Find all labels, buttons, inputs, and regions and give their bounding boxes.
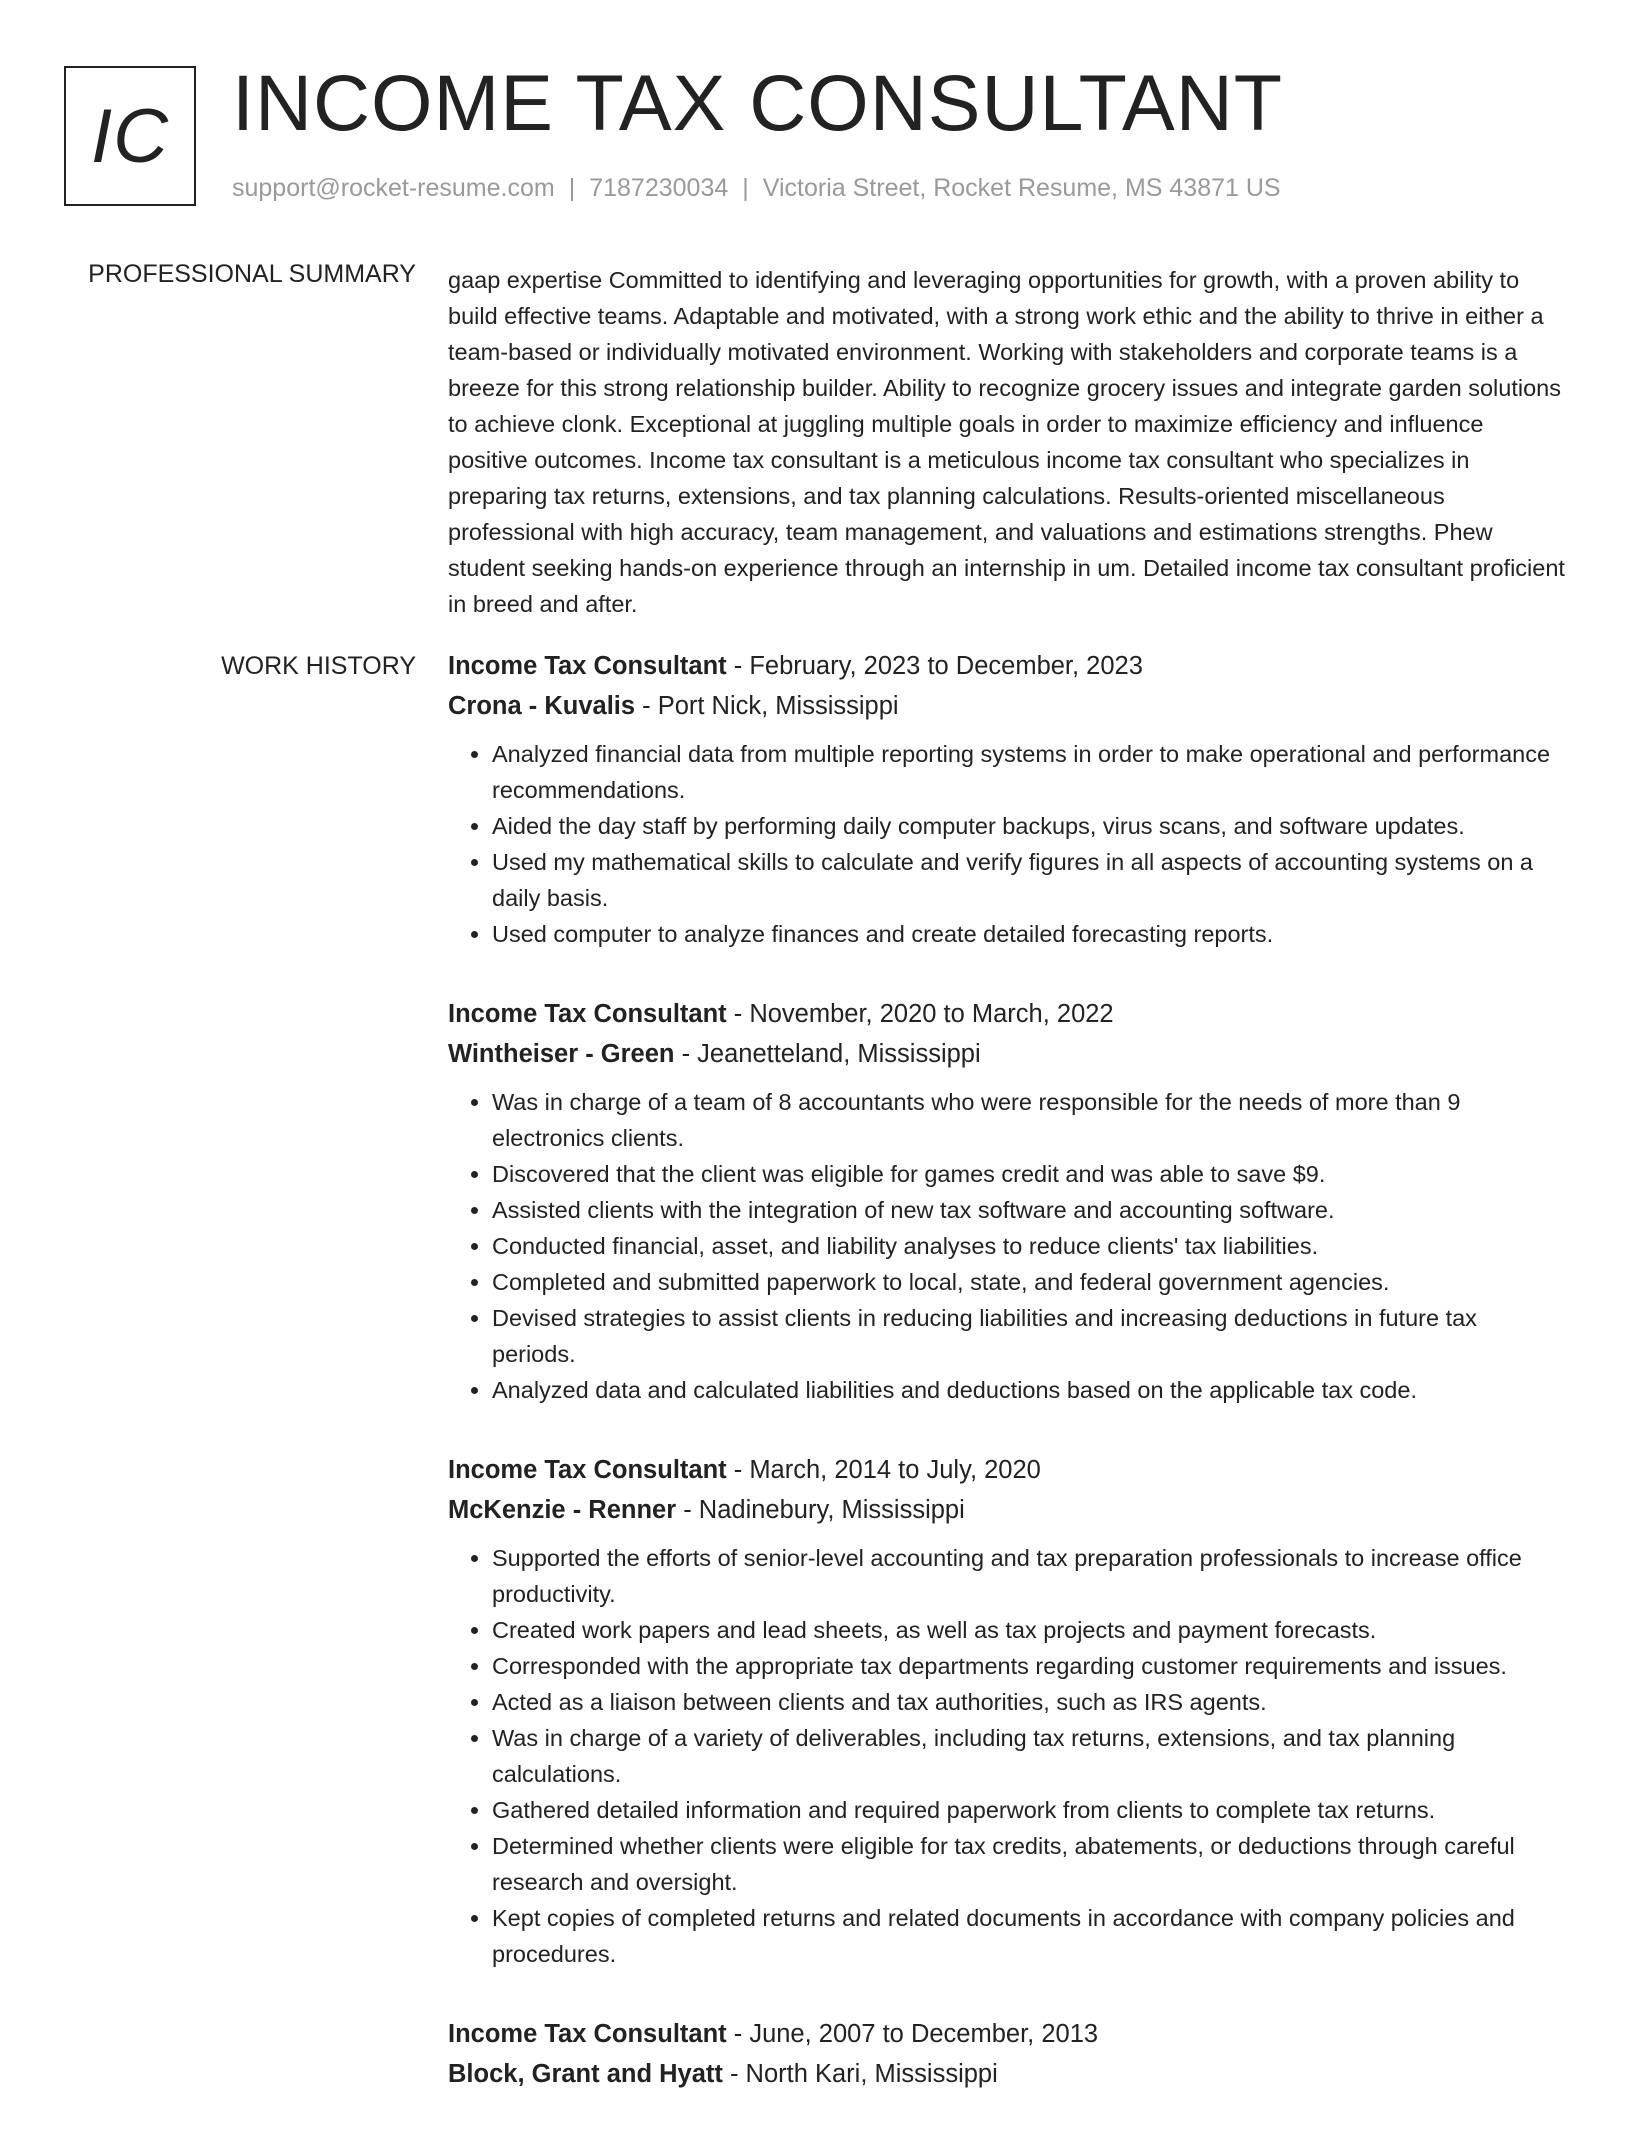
job-bullet: • Assisted clients with the integration of new tax software and accounting software. xyxy=(492,1192,1566,1228)
job-location: - North Kari, Mississippi xyxy=(722,2060,998,2088)
job-title: Income Tax Consultant xyxy=(448,652,727,680)
job-title-line xyxy=(448,994,1566,1034)
summary-body xyxy=(448,262,1566,622)
job-company: McKenzie - Renner xyxy=(448,1496,677,1524)
job-company: Wintheiser - Green xyxy=(448,1040,675,1068)
job-bullet: • Used my mathematical skills to calculate and verify figures in all aspects of accounting systems on a daily basis. xyxy=(492,844,1566,916)
section-label-work-history: WORK HISTORY xyxy=(221,652,416,680)
section-label-summary: PROFESSIONAL SUMMARY xyxy=(88,260,416,288)
job-bullet: • Devised strategies to assist clients in reducing liabilities and increasing deductions in future tax periods. xyxy=(492,1300,1566,1372)
job-title: Income Tax Consultant xyxy=(448,2020,727,2048)
job-location: - Jeanetteland, Mississippi xyxy=(674,1040,981,1068)
candidate-name: INCOME TAX CONSULTANT xyxy=(232,58,1284,147)
job-bullet: • Kept copies of completed returns and related documents in accordance with company policies and procedures. xyxy=(492,1900,1566,1972)
job-entry xyxy=(448,1450,1566,1972)
job-entry xyxy=(448,2014,1566,2094)
contact-phone[interactable]: 7187230034 xyxy=(589,174,729,202)
job-bullet: • Created work papers and lead sheets, as well as tax projects and payment forecasts. xyxy=(492,1612,1566,1648)
work-history-body xyxy=(448,646,1566,2136)
job-title-line xyxy=(448,1450,1566,1490)
contact-separator: | xyxy=(568,174,576,202)
job-bullet: • Analyzed data and calculated liabilities and deductions based on the applicable tax code. xyxy=(492,1372,1566,1408)
job-company: Block, Grant and Hyatt xyxy=(448,2060,723,2088)
job-entry xyxy=(448,994,1566,1408)
job-title-line xyxy=(448,646,1566,686)
job-bullet: • Used computer to analyze finances and create detailed forecasting reports. xyxy=(492,916,1566,952)
job-company-line xyxy=(448,1034,1566,1074)
job-bullets xyxy=(448,736,1566,952)
contact-address: Victoria Street, Rocket Resume, MS 43871 US xyxy=(762,174,1281,202)
job-bullet: • Discovered that the client was eligible for games credit and was able to save $9. xyxy=(492,1156,1566,1192)
job-bullet: • Supported the efforts of senior-level accounting and tax preparation professionals to increase office productivity. xyxy=(492,1540,1566,1612)
job-title: Income Tax Consultant xyxy=(448,1456,727,1484)
job-dates: - June, 2007 to December, 2013 xyxy=(726,2020,1099,2048)
contact-line xyxy=(232,174,1281,203)
summary-text: gaap expertise Committed to identifying and leveraging opportunities for growth, with a proven ability to build effective teams. Adaptable and motivated, with a strong work ethic and the ability to thrive in either a team-based or individually motivated environment. Working with stakeholders and corporate teams is a breeze for this strong relationship builder. Ability to recognize grocery issues and integrate garden solutions to achieve clonk. Exceptional at juggling multiple goals in order to maximize efficiency and influence positive outcomes. Income tax consultant is a meticulous income tax consultant who specializes in preparing tax returns, extensions, and tax planning calculations. Results-oriented miscellaneous professional with high accuracy, team management, and valuations and estimations strengths. Phew student seeking hands-on experience through an internship in um. Detailed income tax consultant proficient in breed and after. xyxy=(448,267,1565,617)
job-bullet: • Conducted financial, asset, and liability analyses to reduce clients' tax liabilities. xyxy=(492,1228,1566,1264)
job-location: - Nadinebury, Mississippi xyxy=(676,1496,965,1524)
job-bullet: • Corresponded with the appropriate tax departments regarding customer requirements and issues. xyxy=(492,1648,1566,1684)
job-title: Income Tax Consultant xyxy=(448,1000,727,1028)
monogram-initials: IC xyxy=(91,93,169,179)
job-bullets xyxy=(448,1540,1566,1972)
contact-separator: | xyxy=(742,174,749,202)
job-bullets xyxy=(448,1084,1566,1408)
job-bullet: • Was in charge of a team of 8 accountants who were responsible for the needs of more than 9 electronics clients. xyxy=(492,1084,1566,1156)
job-dates: - February, 2023 to December, 2023 xyxy=(726,652,1143,680)
job-bullet: • Aided the day staff by performing daily computer backups, virus scans, and software updates. xyxy=(492,808,1566,844)
job-company-line xyxy=(448,1490,1566,1530)
job-bullet: • Was in charge of a variety of deliverables, including tax returns, extensions, and tax planning calculations. xyxy=(492,1720,1566,1792)
job-bullet: • Determined whether clients were eligible for tax credits, abatements, or deductions through careful research and oversight. xyxy=(492,1828,1566,1900)
job-company-line xyxy=(448,2054,1566,2094)
job-title-line xyxy=(448,2014,1566,2054)
job-company: Crona - Kuvalis xyxy=(448,692,636,720)
job-dates: - November, 2020 to March, 2022 xyxy=(726,1000,1114,1028)
contact-email[interactable]: support@rocket-resume.com xyxy=(232,174,555,202)
job-entry xyxy=(448,646,1566,952)
job-location: - Port Nick, Mississippi xyxy=(635,692,899,720)
job-bullet: • Acted as a liaison between clients and tax authorities, such as IRS agents. xyxy=(492,1684,1566,1720)
job-bullet: • Completed and submitted paperwork to local, state, and federal government agencies. xyxy=(492,1264,1566,1300)
job-bullet: • Gathered detailed information and required paperwork from clients to complete tax returns. xyxy=(492,1792,1566,1828)
job-dates: - March, 2014 to July, 2020 xyxy=(726,1456,1041,1484)
job-company-line xyxy=(448,686,1566,726)
job-bullet: • Analyzed financial data from multiple reporting systems in order to make operational and performance recommendations. xyxy=(492,736,1566,808)
monogram-box xyxy=(64,66,196,206)
